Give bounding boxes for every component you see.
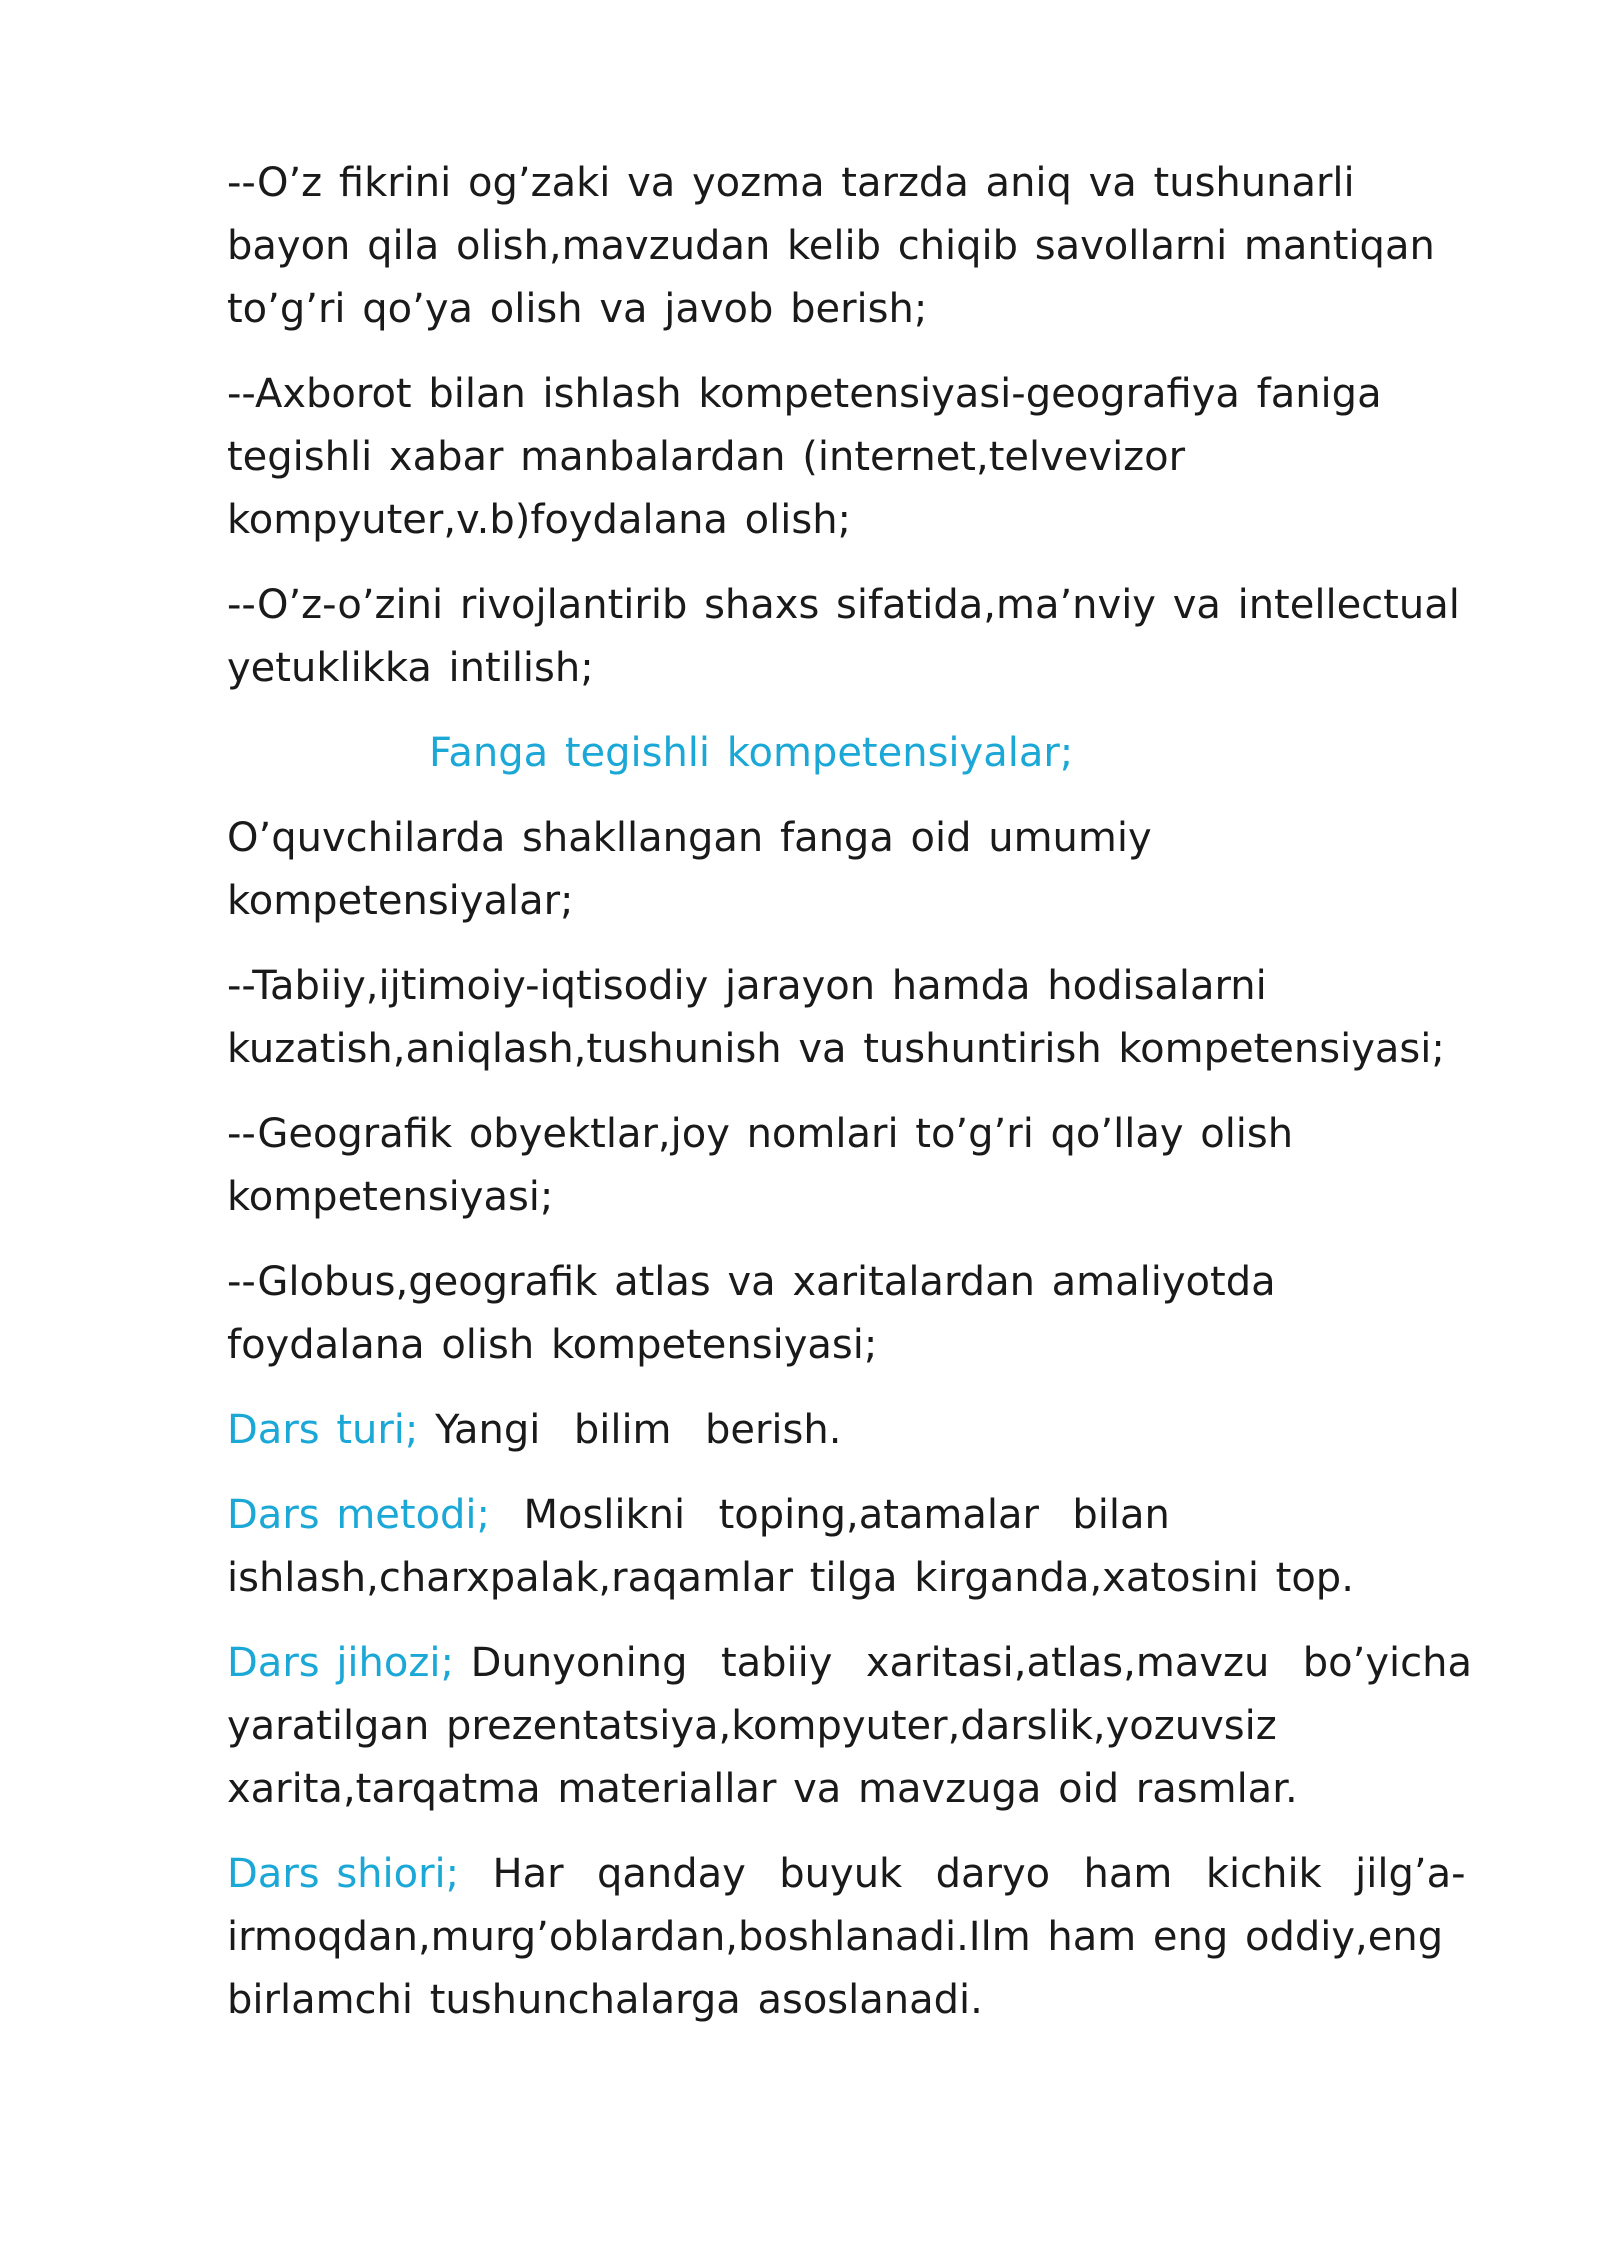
- general-competence-2: [227, 363, 1497, 552]
- general-competence-3: [227, 574, 1497, 700]
- text-line: kuzatish,aniqlash,tushunish va tushuntirish kompetensiyasi;: [227, 1026, 1445, 1072]
- text-line: ishlash,charxpalak,raqamlar tilga kirganda,xatosini top.: [227, 1555, 1354, 1601]
- lesson-type: [227, 1399, 1497, 1462]
- lesson-type-label: Dars turi;: [227, 1407, 419, 1453]
- text-line: --Tabiiy,ijtimoiy-iqtisodiy jarayon hamda hodisalarni: [227, 963, 1267, 1009]
- text-line: yaratilgan prezentatsiya,kompyuter,darslik,yozuvsiz: [227, 1703, 1277, 1749]
- lesson-method-label: Dars metodi;: [227, 1492, 491, 1538]
- text-line: O’quvchilarda shakllangan fanga oid umumiy: [227, 815, 1152, 861]
- lesson-equipment-label: Dars jihozi;: [227, 1640, 454, 1686]
- lesson-motto-value: Har qanday buyuk daryo ham kichik jilg’a-: [459, 1851, 1466, 1897]
- text-line: kompetensiyalar;: [227, 878, 574, 924]
- text-line: --Axborot bilan ishlash kompetensiyasi-geografiya faniga: [227, 371, 1382, 417]
- text-line: [227, 1484, 1497, 1547]
- lesson-motto-label: Dars shiori;: [227, 1851, 460, 1897]
- general-competence-1: [227, 152, 1497, 341]
- text-line: foydalana olish kompetensiyasi;: [227, 1322, 878, 1368]
- text-line: xarita,tarqatma materiallar va mavzuga oid rasmlar.: [227, 1766, 1298, 1812]
- subject-competence-2: [227, 1103, 1497, 1229]
- text-line: kompetensiyasi;: [227, 1174, 554, 1220]
- subject-competence-3: [227, 1251, 1497, 1377]
- lesson-method: [227, 1484, 1497, 1610]
- subject-competence-heading: Fanga tegishli kompetensiyalar;: [429, 730, 1074, 776]
- text-line: irmoqdan,murg’oblardan,boshlanadi.Ilm ham eng oddiy,eng: [227, 1914, 1444, 1960]
- text-line: [227, 1632, 1497, 1695]
- text-line: --Globus,geografik atlas va xaritalardan amaliyotda: [227, 1259, 1276, 1305]
- lesson-equipment: [227, 1632, 1497, 1821]
- subject-competence-intro: [227, 807, 1497, 933]
- text-line: kompyuter,v.b)foydalana olish;: [227, 497, 852, 543]
- text-line: [227, 1399, 1497, 1462]
- text-line: --Geografik obyektlar,joy nomlari to’g’ri qo’llay olish: [227, 1111, 1294, 1157]
- text-line: to’g’ri qo’ya olish va javob berish;: [227, 286, 928, 332]
- text-line: tegishli xabar manbalardan (internet,telvevizor: [227, 434, 1186, 480]
- subject-competence-1: [227, 955, 1497, 1081]
- lesson-equipment-value: Dunyoning tabiiy xaritasi,atlas,mavzu bo’yicha: [453, 1640, 1472, 1686]
- text-line: bayon qila olish,mavzudan kelib chiqib savollarni mantiqan: [227, 223, 1435, 269]
- text-line: --O’z-o’zini rivojlantirib shaxs sifatida,ma’nviy va intellectual: [227, 582, 1460, 628]
- text-line: birlamchi tushunchalarga asoslanadi.: [227, 1977, 983, 2023]
- document-page: [227, 152, 1497, 2054]
- text-line: yetuklikka intilish;: [227, 645, 594, 691]
- lesson-type-value: Yangi bilim berish.: [418, 1407, 842, 1453]
- text-line: --O’z fikrini og’zaki va yozma tarzda aniq va tushunarli: [227, 160, 1355, 206]
- text-line: [227, 1843, 1497, 1906]
- lesson-motto: [227, 1843, 1497, 2032]
- lesson-method-value: Moslikni toping,atamalar bilan: [490, 1492, 1170, 1538]
